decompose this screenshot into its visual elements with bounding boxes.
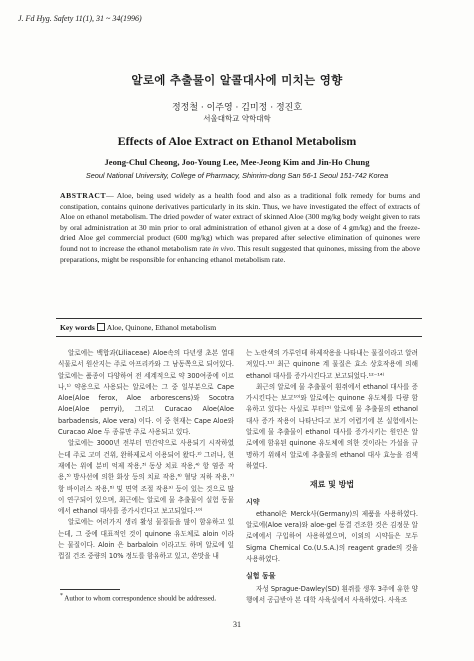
footnote-mark: * [60, 593, 63, 599]
korean-title: 알로에 추출물이 알콜대사에 미치는 영향 [131, 73, 343, 87]
paragraph: 알로에는 백합과(Liliaceae) Aloe속의 다년생 초본 열대식물로서 원산지는 주로 아프리카와 그 남동쪽으로 되어있다. 알로에는 품종이 다양하여 전 세계적으로 약 300여종에 이르나,¹⁾ 약용으로 사용되는 알로에는 그 중 일부분으로 Cape Aloe(Aloe ferox, Aloe arborescens)와 Socotra Aloe(Aloe perryi), 그리고 Curacao Aloe(Aloe barbadensis, Aloe vera) 이다. 이 중 현재는 Cape Aloe와 Curacao Aloe 두 종류만 주로 사용되고 있다. [58, 349, 234, 437]
paragraph: 알로에는 여러가지 생리 활성 물질들을 많이 함유하고 있는데, 그 중에 대표적인 것이 quinone 유도체로 aloin 이라는 물질이다. Aloin 은 barbaloin 이라고도 하며 알로에 잎 껍질 건조 중량의 10% 정도를 함유하고 있고, 쓴맛을 내 [58, 518, 234, 561]
body-column-left [58, 348, 234, 563]
section-heading: 재료 및 방법 [309, 480, 355, 490]
body-column-right [246, 348, 418, 606]
abstract-text-end: . This result suggested that quinones, missing from the above preparations, might be responsible for enhancing ethanol metabolism rate. [60, 243, 420, 264]
korean-affiliation: 서울대학교 약학대학 [203, 114, 271, 123]
checkbox-icon [97, 323, 105, 331]
paragraph: 자성 Sprague-Dawley(SD) 흰쥐를 생후 3주에 유한 양행에서 공급받아 본 대학 사육실에서 사육하였다. 사육조 [246, 584, 418, 604]
abstract-label: ABSTRACT [60, 191, 107, 200]
keywords-rule-top [56, 318, 422, 319]
keywords-line [60, 323, 216, 332]
keywords-text: Aloe, Quinone, Ethanol metabolism [106, 323, 217, 332]
footnote-rule [60, 589, 120, 590]
abstract-in-vivo: in vivo [212, 243, 234, 253]
journal-citation: J. Fd Hyg. Safety 11(1), 31 ~ 34(1996) [18, 14, 142, 23]
keywords-rule-bottom [56, 336, 422, 337]
paragraph: 알로에는 3000년 전부터 민간약으로 사용되기 시작하였는데 주로 고미 건위, 완하제로서 이용되어 왔다.²⁾ 그러나, 현재에는 위에 분비 억제 작용,³⁾ 동상 치료 작용,⁴⁾ 항 염증 작용,⁵⁾ 방사선에 의한 화상 등의 치료 작용,⁶⁾ 혈당 저하 작용,⁷⁾ 항 바이러스 작용,⁸⁾ 및 면역 조절 작용⁹⁾ 등이 있는 것으로 많이 연구되어 있으며, 최근에는 알로에 물 추출물이 실험 동물에서 ethanol 대사를 증가시킨다고 보고되었다.¹⁰⁾ [58, 439, 234, 516]
page-number: 31 [233, 620, 241, 629]
abstract-text: — Aloe, being used widely as a health food and also as a traditional folk remedy for burns and constipation, contains quinone derivatives particularly in its skin. Thus, we have investigated the effect of extracts of Aloe on ethanol metabolism. The dried powder of water extract of skinned Aloe (300 mg/kg body weight given to rats by oral administration at 30 min prior to oral administration of ethanol given at a dose of 4 gm/kg) and the freeze-dried Aloe gel commercial product (600 mg/kg) which was prepared after selective elimination of quinones were found not to increase the ethanol metabolism rate [60, 191, 420, 253]
paragraph: 최근의 알로에 물 추출물이 흰쥐에서 ethanol 대사를 증가시킨다는 보고¹⁰⁾와 알로에는 quinone 유도체를 다량 함유하고 있다는 사실로 부터¹⁵⁾ 알로에 물 추출물의 ethanol 대사 증가 작용이 나타난다고 보기 어렵기에 본 실험에서는 알로에 물 추출물이 ethanol 대사를 증가시키는 원인은 알로에에 함유된 quinone 유도체에 의한 것이라는 가설을 규명하기 위해서 알로에 추출물의 ethanol 대사 효능을 검색하였다. [246, 382, 418, 470]
abstract [60, 191, 420, 265]
english-affiliation: Seoul National University, College of Pharmacy, Shinrim-dong San 56-1 Seoul 151-742 Korea [85, 171, 389, 180]
subsection-heading-reagents: 시약 [246, 497, 260, 506]
paragraph: 는 노란색의 가루인데 하제작용을 나타내는 물질이라고 알려져있다.¹¹⁾ 최근 quinone 계 물질은 효소 상호작용에 의해 ethanol 대사를 증가시킨다고 보고되었다.¹²⁻¹⁴⁾ [246, 349, 418, 380]
footnote-text: Author to whom correspondence should be addressed. [64, 594, 217, 603]
english-authors: Jeong-Chul Cheong, Joo-Young Lee, Mee-Jeong Kim and Jin-Ho Chung [104, 157, 370, 167]
paragraph: ethanol은 Merck사(Germany)의 제품을 사용하였다. 알로에(Aloe vera)와 aloe-gel 동결 건조한 것은 김정문 알로에에서 구입하여 사용하였으며, 이외의 시약들은 모두 Sigma Chemical Co.(U.S.A.)의 reagent grade의 것을 사용하였다. [246, 509, 418, 564]
footnote [60, 593, 216, 602]
korean-authors: 정정철 · 이주영 · 김미정 · 정진호 [171, 103, 303, 113]
keywords-label: Key words [60, 323, 95, 332]
subsection-heading-animals: 실험 동물 [246, 572, 276, 581]
english-title: Effects of Aloe Extract on Ethanol Metabolism [117, 134, 357, 148]
